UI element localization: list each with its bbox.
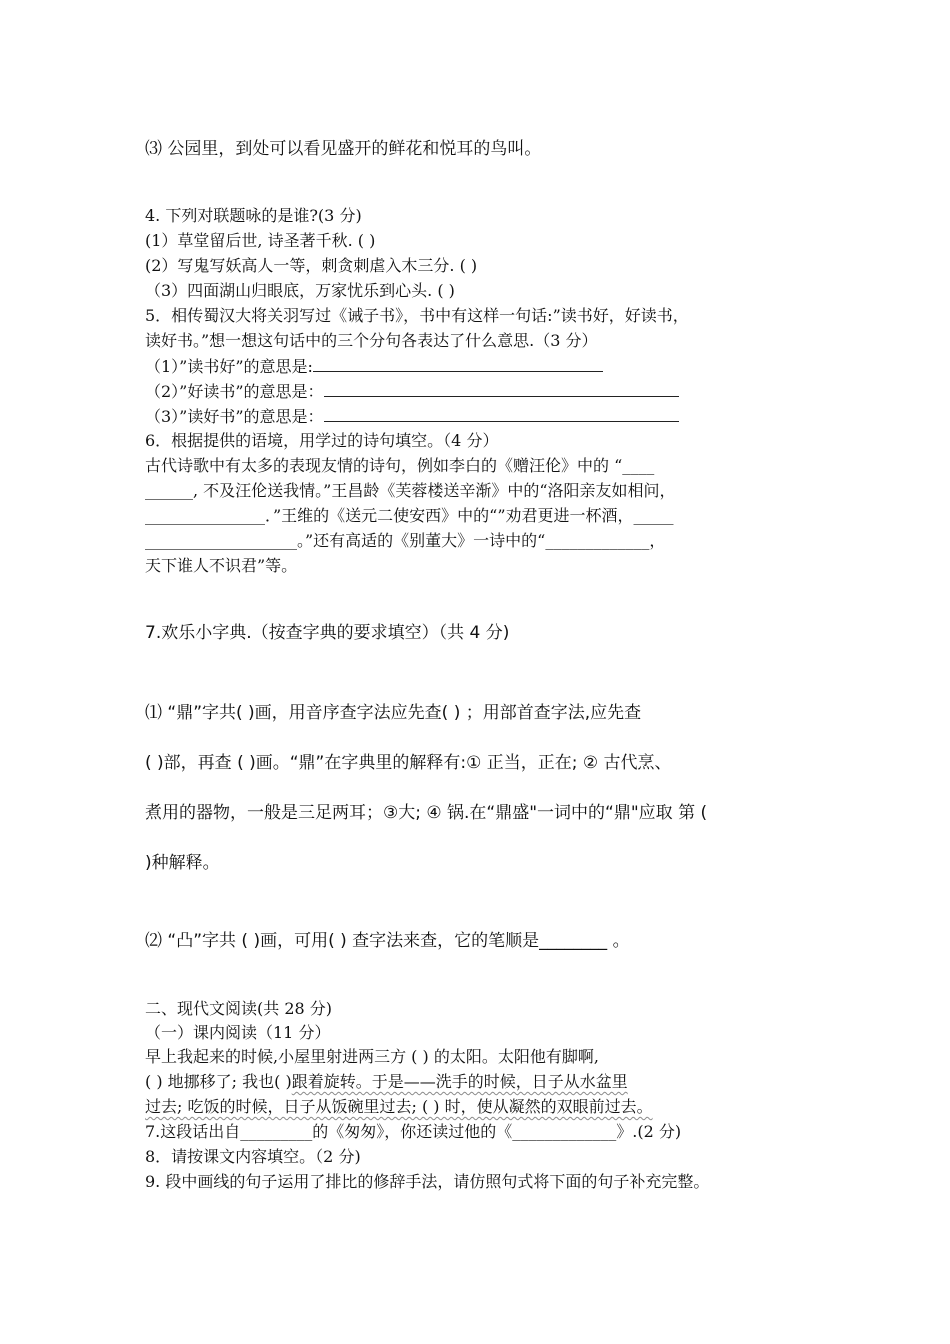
question-4-title: 4. 下列对联题咏的是谁?(3 分) (145, 206, 362, 225)
question-5-item-1-label: （1）”读书好”的意思是: (145, 357, 313, 376)
question-5-item-2-label: （2）”好读书”的意思是： (145, 382, 324, 401)
question-5-item-2 (145, 380, 679, 403)
passage-line-1: 早上我起来的时候,小屋里射进两三方 ( ) 的太阳。太阳他有脚啊, (145, 1047, 599, 1066)
question-4-item-2: (2）写鬼写妖高人一等，刺贪刺虐入木三分. ( ) (145, 256, 478, 275)
answer-blank-1[interactable] (313, 355, 603, 372)
question-8: 8．请按课文内容填空。（2 分) (145, 1147, 361, 1166)
question-5-item-3-label: （3）”读好书”的意思是： (145, 407, 324, 426)
question-6-text-5: 天下谁人不识君”等。 (145, 556, 298, 575)
passage-line-2-start: ( ) 地挪移了; 我也( ) (145, 1072, 292, 1091)
question-7-dictionary-title: 7.欢乐小字典.（按查字典的要求填空）（共 4 分) (145, 623, 510, 643)
question-5-title: 5．相传蜀汉大将关羽写过《诫子书》，书中有这样一句话:”读书好，好读书， (145, 306, 689, 325)
sentence-3: ⑶ 公园里，到处可以看见盛开的鲜花和悦耳的鸟叫。 (145, 139, 542, 159)
question-4-item-3: （3）四面湖山归眼底，万家忧乐到心头. ( ) (145, 281, 455, 300)
answer-blank-3[interactable] (324, 405, 679, 422)
question-5-item-3 (145, 405, 679, 428)
question-4-item-1: (1）草堂留后世, 诗圣著千秋. ( ) (145, 231, 376, 250)
answer-blank-2[interactable] (324, 380, 679, 397)
question-5-title-cont: 读好书。”想一想这句话中的三个分句各表达了什么意思.（3 分） (145, 331, 598, 350)
passage-line-2 (145, 1071, 628, 1093)
question-6-title: 6．根据提供的语境，用学过的诗句填空。（4 分） (145, 431, 499, 450)
question-6-text-2: ______, 不及汪伦送我情。”王昌龄《芙蓉楼送辛渐》中的“洛阳亲友如相问， (145, 481, 676, 500)
section-2-title: 二、现代文阅读(共 28 分) (145, 999, 333, 1018)
subsection-1-title: （一）课内阅读（11 分） (145, 1023, 331, 1042)
dictionary-item-1-line-2: ( )部，再查 ( )画。“鼎”在字典里的解释有:① 正当，正在; ② 古代烹、 (145, 753, 672, 773)
passage-line-3-underlined: 过去; 吃饭的时候，日子从饭碗里过去; ( ) 时，使从凝然的双眼前过去。 (145, 1097, 653, 1116)
question-6-text-1: 古代诗歌中有太多的表现友情的诗句，例如李白的《赠汪伦》中的 “____ (145, 456, 655, 475)
passage-line-2-underlined: 跟着旋转。于是——洗手的时候，日子从水盆里 (291, 1072, 628, 1091)
dictionary-item-1-line-1: ⑴ “鼎”字共( )画，用音序查字法应先查( ) ；用部首查字法,应先查 (145, 703, 642, 723)
dictionary-item-1-line-4: )种解释。 (145, 853, 220, 873)
dictionary-item-2: ⑵ “凸”字共 ( )画，可用( ) 查字法来查，它的笔顺是________ 。 (145, 931, 630, 951)
question-7-passage: 7.这段话出自_________的《匆匆》，你还读过他的《_____________》.(2 分) (145, 1122, 682, 1141)
dictionary-item-1-line-3: 煮用的器物，一般是三足两耳；③大; ④ 锅.在“鼎盛"一词中的“鼎"应取 第 ( (145, 803, 708, 823)
question-9: 9. 段中画线的句子运用了排比的修辞手法，请仿照句式将下面的句子补充完整。 (145, 1172, 710, 1191)
question-6-text-3: _______________．”王维的《送元二使安西》中的“”劝君更进一杯酒，_____ (145, 506, 674, 525)
question-5-item-1 (145, 355, 603, 378)
question-6-text-4: ___________________。”还有高适的《别董大》一诗中的“_____________， (145, 531, 666, 550)
